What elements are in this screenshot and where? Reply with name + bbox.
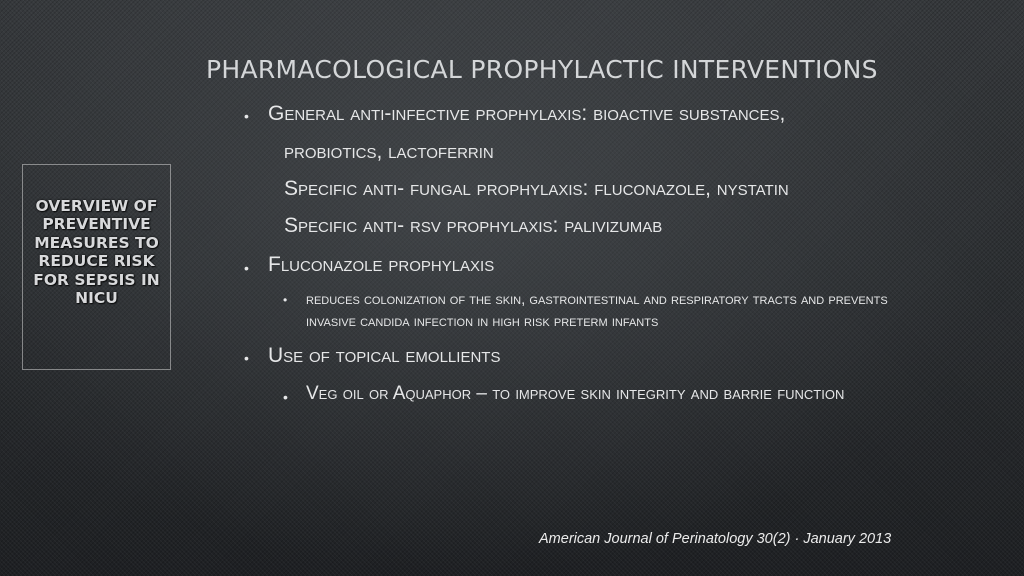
sub-bullet-dot: • bbox=[283, 293, 288, 307]
slide-title: PHARMACOLOGICAL PROPHYLACTIC INTERVENTIONS bbox=[206, 55, 878, 84]
sidebar-line: PREVENTIVE bbox=[42, 215, 151, 233]
sidebar-line: REDUCE RISK bbox=[38, 252, 155, 270]
bullet-text: Fluconazole prophylaxis bbox=[268, 253, 495, 276]
bullet-text: Specific anti- fungal prophylaxis: fluconazole, nystatin bbox=[284, 177, 789, 200]
bullet-text: Specific anti- rsv prophylaxis: palivizumab bbox=[284, 214, 663, 237]
bullet-text: General anti-infective prophylaxis: bioactive substances, bbox=[268, 102, 786, 125]
sub-bullet-dot: • bbox=[283, 389, 288, 405]
sidebar-line: NICU bbox=[75, 289, 118, 307]
bullet-dot: • bbox=[244, 350, 249, 366]
sub-bullet-text: invasive candida infection in high risk preterm infants bbox=[306, 313, 659, 330]
sidebar-line: FOR SEPSIS IN bbox=[33, 270, 160, 289]
bullet-dot: • bbox=[244, 108, 249, 124]
bullet-text: Use of topical emollients bbox=[268, 344, 501, 367]
bullet-dot: • bbox=[244, 260, 249, 276]
sub-bullet-text: Veg oil or Aquaphor – to improve skin integrity and barrie function bbox=[306, 383, 845, 404]
reference-citation: American Journal of Perinatology 30(2) · January 2013 bbox=[539, 531, 892, 547]
sidebar-line: MEASURES TO bbox=[34, 233, 159, 252]
bullet-text: probiotics, lactoferrin bbox=[284, 140, 494, 163]
sidebar-line: OVERVIEW OF bbox=[35, 196, 158, 215]
sub-bullet-text: reduces colonization of the skin, gastrointestinal and respiratory tracts and prevents bbox=[306, 291, 888, 308]
